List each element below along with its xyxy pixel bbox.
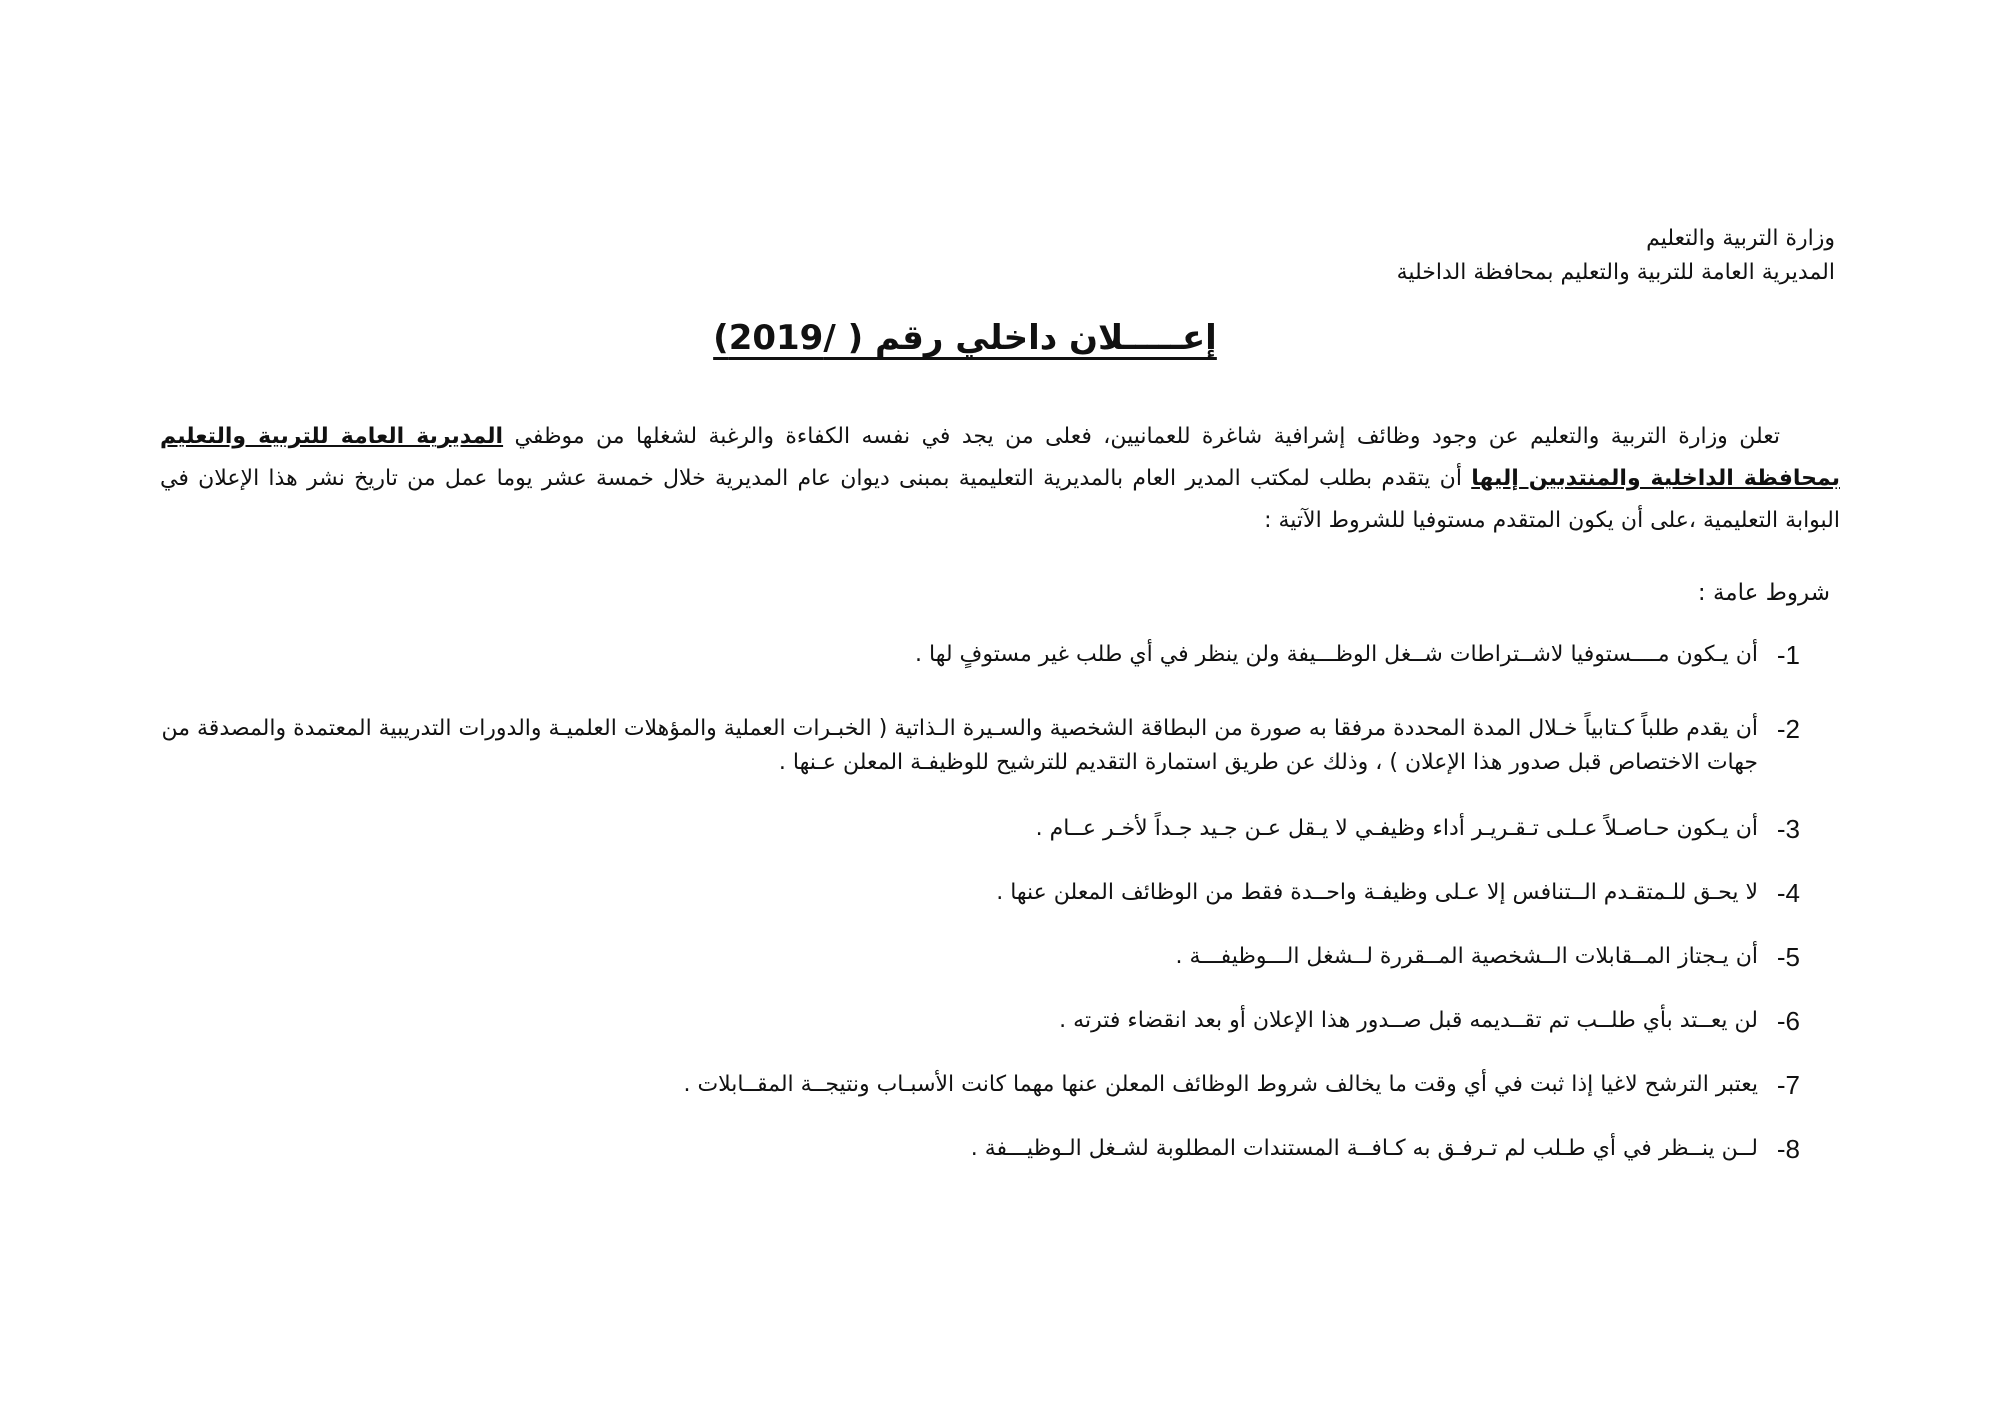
intro-paragraph — [160, 416, 1840, 542]
condition-number: 1- — [1776, 640, 1800, 670]
condition-text: يعتبر الترشح لاغيا إذا ثبت في أي وقت ما يخالف شروط الوظائف المعلن عنها مهما كانت الأسبـاب ونتيجــة المقــابلات . — [683, 1072, 1758, 1097]
ministry-name: وزارة التربية والتعليم — [1646, 226, 1835, 251]
condition-text: أن يـكون مــــستوفيا لاشــتراطات شــغل الوظـــيفة ولن ينظر في أي طلب غير مستوفٍ لها . — [915, 642, 1758, 667]
announcement-title: إعـــــلان داخلي رقم ( /2019) — [713, 318, 1217, 358]
condition-item — [160, 1068, 1800, 1102]
condition-text: لا يحـق للـمتقـدم الــتنافس إلا عـلى وظيفـة واحــدة فقط من الوظائف المعلن عنها . — [996, 880, 1758, 905]
condition-text: لــن ينــظر في أي طـلب لم تـرفـق به كـافــة المستندات المطلوبة لشـغل الـوظيـــفة . — [970, 1136, 1758, 1161]
condition-number: 8- — [1776, 1134, 1800, 1164]
condition-item — [160, 812, 1800, 846]
directorate-name: المديرية العامة للتربية والتعليم بمحافظة الداخلية — [1396, 260, 1835, 285]
condition-item — [160, 1004, 1800, 1038]
condition-number: 4- — [1776, 878, 1800, 908]
condition-number: 5- — [1776, 942, 1800, 972]
letterhead — [1397, 222, 1835, 290]
condition-text: أن يقدم طلباً كـتابياً خـلال المدة المحددة مرفقا به صورة من البطاقة الشخصية والسـيرة الـذاتية ( الخبـرات العملية والمؤهلات العلميـة والدورات التدريبية المعتمدة والمصدقة من جهات الاختصاص قبل صدور هذا الإعلان ) ، وذلك عن طريق استمارة التقديم للترشيح للوظيفـة المعلن عـنها . — [161, 716, 1758, 775]
general-conditions-heading: شروط عامة : — [1697, 580, 1830, 606]
condition-number: 7- — [1776, 1070, 1800, 1100]
condition-number: 2- — [1776, 714, 1800, 744]
condition-number: 3- — [1776, 814, 1800, 844]
condition-item — [160, 712, 1800, 780]
intro-text-part3: أن يتقدم بطلب لمكتب المدير العام بالمديرية التعليمية بمبنى ديوان عام المديرية خلال خمسة عشر يوما عمل من تاريخ نشر هذا الإعلان في البوابة التعليمية ،على أن يكون المتقدم مستوفيا للشروط الآتية : — [160, 466, 1840, 533]
condition-text: أن يـكون حـاصـلاً عـلـى تـقـريـر أداء وظيفـي لا يـقل عـن جـيد جـداً لأخـر عــام . — [1035, 816, 1758, 841]
condition-item — [160, 1132, 1800, 1166]
condition-item — [160, 638, 1800, 672]
condition-number: 6- — [1776, 1006, 1800, 1036]
condition-item — [160, 940, 1800, 974]
condition-item — [160, 876, 1800, 910]
conditions-list — [160, 638, 1800, 1166]
intro-text-part1: تعلن وزارة التربية والتعليم عن وجود وظائف إشرافية شاغرة للعمانيين، فعلى من يجد في نفسه الكفاءة والرغبة لشغلها من موظفي — [503, 424, 1780, 449]
condition-text: أن يـجتاز المــقابلات الــشخصية المــقررة لــشغل الـــوظيفـــة . — [1175, 944, 1758, 969]
intro-directorate-emphasis: المديرية العامة للتربية والتعليم بمحافظة الداخلية والمنتدبين إليها — [160, 424, 1840, 491]
condition-text: لن يعــتد بأي طلــب تم تقــديمه قبل صــدور هذا الإعلان أو بعد انقضاء فترته . — [1059, 1008, 1758, 1033]
